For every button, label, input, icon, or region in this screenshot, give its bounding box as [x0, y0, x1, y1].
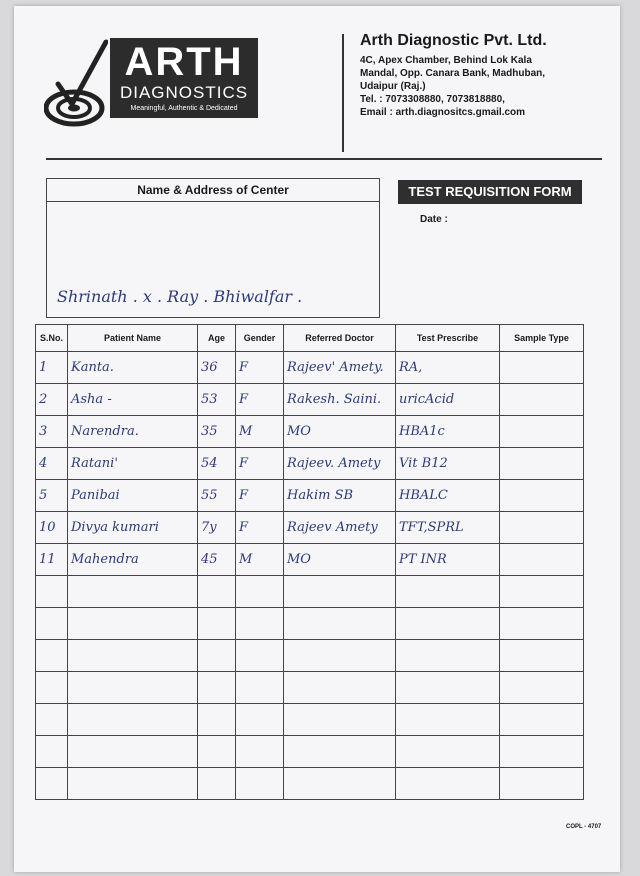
table-cell [36, 576, 68, 608]
brand-name: ARTH [124, 40, 244, 84]
table-cell: 11 [36, 544, 68, 576]
table-cell [236, 768, 284, 800]
column-header: Referred Doctor [284, 325, 396, 352]
table-cell [500, 672, 584, 704]
company-address-line: 4C, Apex Chamber, Behind Lok Kala [360, 55, 532, 66]
table-cell: Hakim SB [284, 480, 396, 512]
center-handwritten-name: Shrinath . x . Ray . Bhiwalfar . [57, 287, 303, 306]
table-cell [68, 736, 198, 768]
table-cell: 4 [36, 448, 68, 480]
table-cell: 36 [198, 352, 236, 384]
form-title: TEST REQUISITION FORM [398, 180, 582, 204]
table-cell [396, 736, 500, 768]
table-cell [36, 608, 68, 640]
column-header: Sample Type [500, 325, 584, 352]
table-row [36, 672, 584, 704]
header-rule [46, 158, 602, 160]
table-row [36, 640, 584, 672]
table-cell: 2 [36, 384, 68, 416]
table-cell: RA, [396, 352, 500, 384]
table-cell [500, 352, 584, 384]
table-header-row [36, 325, 584, 352]
table-row [36, 352, 584, 384]
table-row [36, 416, 584, 448]
table-cell: M [236, 544, 284, 576]
table-cell [236, 736, 284, 768]
table-cell: HBALC [396, 480, 500, 512]
column-header: S.No. [36, 325, 68, 352]
table-cell: F [236, 352, 284, 384]
table-row [36, 768, 584, 800]
table-cell [284, 608, 396, 640]
table-cell [284, 640, 396, 672]
table-cell: 5 [36, 480, 68, 512]
table-cell [236, 704, 284, 736]
table-cell [36, 704, 68, 736]
table-cell [500, 384, 584, 416]
table-cell: Ratani' [68, 448, 198, 480]
table-cell [500, 544, 584, 576]
table-cell: MO [284, 416, 396, 448]
table-cell [284, 768, 396, 800]
brand-tagline: Meaningful, Authentic & Dedicated [130, 105, 238, 112]
table-cell: Kanta. [68, 352, 198, 384]
table-cell [500, 768, 584, 800]
table-cell [284, 672, 396, 704]
table-cell: F [236, 512, 284, 544]
column-header: Test Prescribe [396, 325, 500, 352]
table-cell: HBA1c [396, 416, 500, 448]
table-cell [198, 768, 236, 800]
table-cell: Asha - [68, 384, 198, 416]
table-cell [198, 736, 236, 768]
table-row [36, 544, 584, 576]
table-cell [500, 512, 584, 544]
table-row [36, 608, 584, 640]
column-header: Gender [236, 325, 284, 352]
table-cell: TFT,SPRL [396, 512, 500, 544]
table-cell: uricAcid [396, 384, 500, 416]
table-row [36, 576, 584, 608]
date-label: Date : [420, 214, 448, 225]
table-cell: 7y [198, 512, 236, 544]
table-cell [198, 576, 236, 608]
header-divider [342, 34, 344, 152]
table-cell [68, 704, 198, 736]
table-cell: 1 [36, 352, 68, 384]
table-cell: F [236, 384, 284, 416]
table-cell: F [236, 480, 284, 512]
center-box-header: Name & Address of Center [47, 179, 379, 202]
table-cell [500, 480, 584, 512]
table-cell [396, 672, 500, 704]
form-code: COPL - 4707 [566, 824, 602, 830]
table-row [36, 480, 584, 512]
table-cell: Rajeev Amety [284, 512, 396, 544]
target-check-logo-icon [44, 38, 108, 130]
table-cell: PT INR [396, 544, 500, 576]
patient-table [35, 324, 584, 800]
table-cell [36, 640, 68, 672]
table-cell: 53 [198, 384, 236, 416]
table-cell: Divya kumari [68, 512, 198, 544]
table-cell [396, 608, 500, 640]
table-cell [236, 640, 284, 672]
table-row [36, 384, 584, 416]
table-cell [68, 576, 198, 608]
table-cell [68, 672, 198, 704]
table-cell: F [236, 448, 284, 480]
table-cell: 3 [36, 416, 68, 448]
table-cell: MO [284, 544, 396, 576]
company-info [360, 32, 610, 119]
table-cell [396, 768, 500, 800]
table-cell [500, 608, 584, 640]
center-address-box [46, 178, 380, 318]
table-cell: 54 [198, 448, 236, 480]
table-cell [198, 608, 236, 640]
table-cell [500, 448, 584, 480]
table-cell [36, 736, 68, 768]
table-row [36, 704, 584, 736]
table-cell [198, 640, 236, 672]
table-cell [396, 640, 500, 672]
table-cell: Panibai [68, 480, 198, 512]
table-cell [68, 768, 198, 800]
table-cell [36, 672, 68, 704]
table-cell: Narendra. [68, 416, 198, 448]
table-row [36, 448, 584, 480]
table-cell [198, 672, 236, 704]
brand-logo [110, 38, 258, 118]
table-cell: Rajeev' Amety. [284, 352, 396, 384]
brand-subtitle: DIAGNOSTICS [119, 83, 249, 102]
table-cell: Rajeev. Amety [284, 448, 396, 480]
company-name: Arth Diagnostic Pvt. Ltd. [360, 32, 547, 49]
table-cell [500, 576, 584, 608]
table-row [36, 512, 584, 544]
table-cell [284, 576, 396, 608]
table-cell [396, 576, 500, 608]
company-address-line: Udaipur (Raj.) [360, 81, 426, 92]
table-row [36, 736, 584, 768]
column-header: Patient Name [68, 325, 198, 352]
table-cell: 45 [198, 544, 236, 576]
table-cell [284, 736, 396, 768]
table-cell [500, 416, 584, 448]
table-cell [236, 672, 284, 704]
table-cell: Mahendra [68, 544, 198, 576]
company-email: Email : arth.diagnositcs.gmail.com [360, 107, 526, 118]
table-cell [68, 640, 198, 672]
table-cell: Vit B12 [396, 448, 500, 480]
table-cell: 10 [36, 512, 68, 544]
table-cell [284, 704, 396, 736]
table-cell [396, 704, 500, 736]
column-header: Age [198, 325, 236, 352]
table-cell: M [236, 416, 284, 448]
table-cell [236, 576, 284, 608]
table-cell [236, 608, 284, 640]
company-phone: Tel. : 7073308880, 7073818880, [360, 94, 505, 105]
table-cell [500, 704, 584, 736]
table-cell [500, 736, 584, 768]
company-address-line: Mandal, Opp. Canara Bank, Madhuban, [360, 68, 546, 79]
table-cell: 55 [198, 480, 236, 512]
table-cell: 35 [198, 416, 236, 448]
table-cell [500, 640, 584, 672]
table-cell [36, 768, 68, 800]
table-cell [198, 704, 236, 736]
table-cell: Rakesh. Saini. [284, 384, 396, 416]
table-cell [68, 608, 198, 640]
